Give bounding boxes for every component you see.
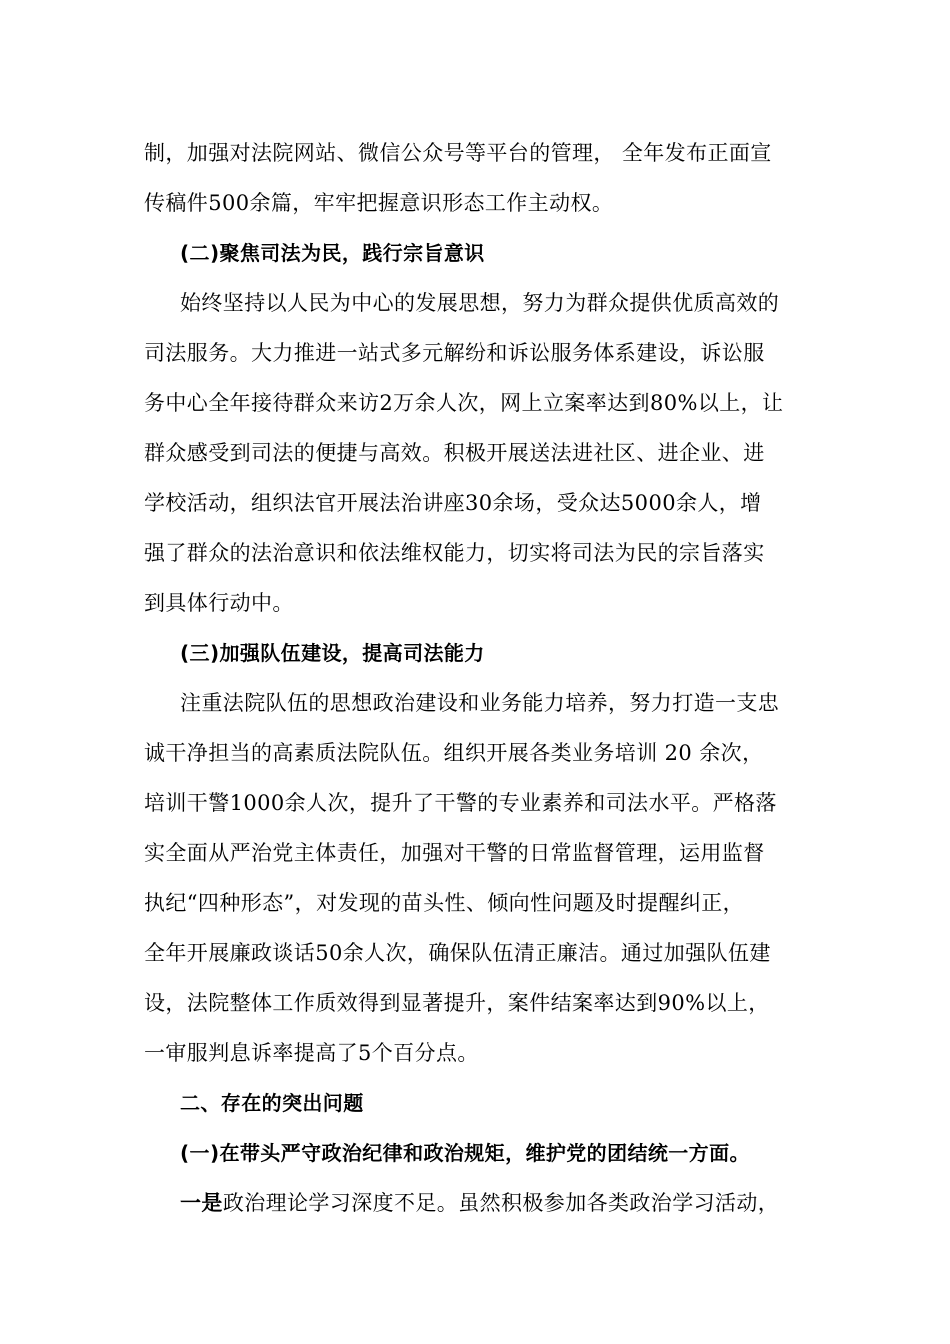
emphasis-lead: 一是	[180, 1191, 223, 1215]
paragraph-line: 诚干净担当的高素质法院队伍。组织开展各类业务培训 20 余次，	[144, 741, 764, 765]
paragraph-line: 强了群众的法治意识和依法维权能力，切实将司法为民的宗旨落实	[144, 541, 765, 565]
paragraph-line: 司法服务。大力推进一站式多元解纷和诉讼服务体系建设，诉讼服	[144, 341, 765, 365]
chapter-heading: 二、存在的突出问题	[180, 1091, 364, 1115]
paragraph-line	[144, 1178, 808, 1228]
document-body	[144, 128, 808, 1228]
paragraph-line: 群众感受到司法的便捷与高效。积极开展送法进社区、进企业、进	[144, 441, 765, 465]
paragraph-line: 务中心全年接待群众来访2万余人次，网上立案率达到80%以上，让	[144, 391, 784, 415]
paragraph-line: 执纪“四种形态”，对发现的苗头性、倾向性问题及时提醒纠正，	[144, 891, 745, 915]
paragraph-line: 设，法院整体工作质效得到显著提升，案件结案率达到90%以上，	[144, 991, 770, 1015]
paragraph-line: 一审服判息诉率提高了5个百分点。	[144, 1041, 479, 1065]
section-heading: (三)加强队伍建设，提高司法能力	[180, 641, 485, 665]
paragraph-line: 学校活动，组织法官开展法治讲座30余场，受众达5000余人，增	[144, 491, 762, 515]
paragraph-line-text: 政治理论学习深度不足。虽然积极参加各类政治学习活动，	[222, 1191, 780, 1215]
paragraph-line: 到具体行动中。	[144, 591, 294, 615]
paragraph-line: 全年开展廉政谈话50余人次，确保队伍清正廉洁。通过加强队伍建	[144, 941, 771, 965]
section-heading: (一)在带头严守政治纪律和政治规矩，维护党的团结统一方面。	[180, 1141, 750, 1165]
paragraph-line: 注重法院队伍的思想政治建设和业务能力培养，努力打造一支忠	[180, 691, 780, 715]
paragraph-line: 实全面从严治党主体责任，加强对干警的日常监督管理，运用监督	[144, 841, 765, 865]
paragraph-line: 始终坚持以人民为中心的发展思想，努力为群众提供优质高效的	[180, 291, 780, 315]
paragraph-line: 制，加强对法院网站、微信公众号等平台的管理， 全年发布正面宣	[144, 141, 772, 165]
paragraph-line: 传稿件500余篇，牢牢把握意识形态工作主动权。	[144, 191, 614, 215]
section-heading: (二)聚焦司法为民，践行宗旨意识	[180, 241, 485, 265]
paragraph-line: 培训干警1000余人次，提升了干警的专业素养和司法水平。严格落	[144, 791, 777, 815]
